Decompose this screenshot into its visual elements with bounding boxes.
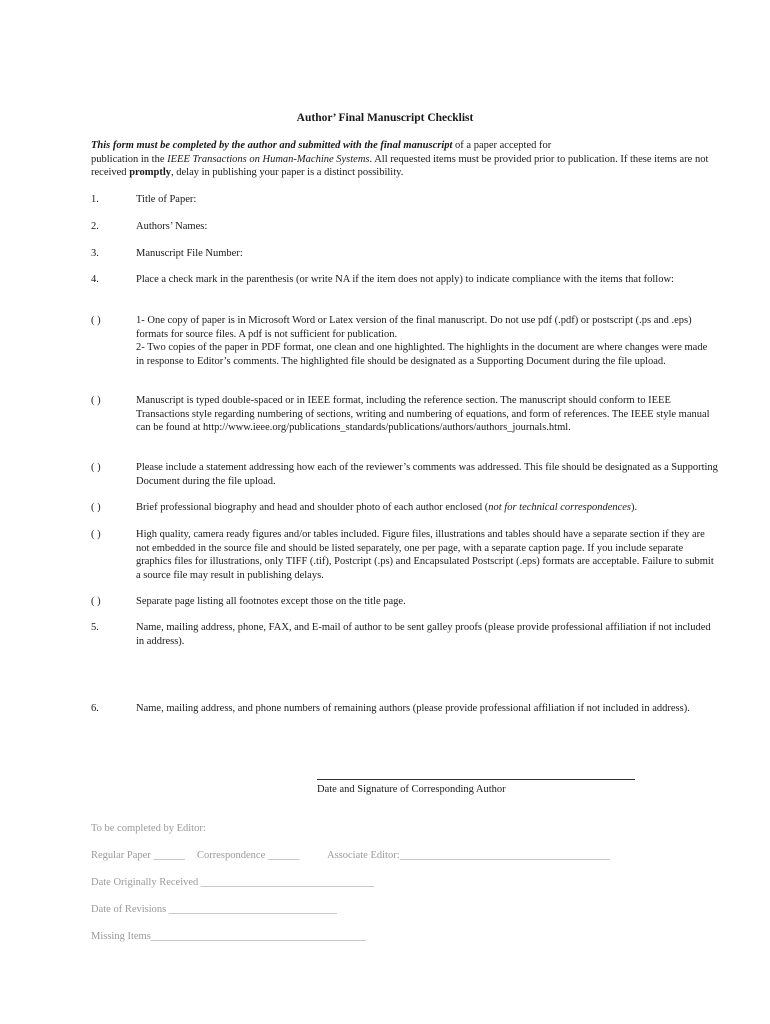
checklist-source-files bbox=[91, 314, 721, 368]
item-galley-proofs-author bbox=[91, 621, 721, 648]
item-number: 3. bbox=[91, 248, 99, 259]
editor-associate-editor[interactable]: Associate Editor:________________________________________ bbox=[327, 850, 610, 861]
item-text: High quality, camera ready figures and/or tables included. Figure files, illustrations and tables should have a separate section if they are not embedded in the source file and should be listed separately, one per page, with a separate caption page. If you include separate graphics files for illustrations, only TIFF (.tif), Postcript (.ps) and Encapsulated Postscript (.eps) formats are acceptable. Failure to submit a source file may result in publishing delays. bbox=[136, 529, 714, 581]
check-parenthesis[interactable]: ( ) bbox=[91, 502, 101, 513]
item-text: Place a check mark in the parenthesis (or write NA if the item does not apply) to indicate compliance with the items that follow: bbox=[136, 274, 674, 285]
check-parenthesis[interactable]: ( ) bbox=[91, 596, 101, 607]
editor-missing-items[interactable]: Missing Items_________________________________________ bbox=[91, 931, 367, 942]
intro-text-1: of a paper accepted for bbox=[452, 140, 552, 151]
journal-name: IEEE Transactions on Human-Machine Systems bbox=[167, 153, 370, 165]
item-text: Manuscript File Number: bbox=[136, 248, 243, 259]
intro-text-3: . All requested items must be provided prior to publication. If these items are not received bbox=[91, 153, 709, 178]
check-parenthesis[interactable]: ( ) bbox=[91, 395, 101, 406]
item-remaining-authors bbox=[91, 702, 721, 716]
signature-label: Date and Signature of Corresponding Author bbox=[317, 784, 506, 795]
check-parenthesis[interactable]: ( ) bbox=[91, 462, 101, 473]
item-text: Manuscript is typed double-spaced or in IEEE format, including the reference section. The manuscript should conform to IEEE Transactions style regarding numbering of sections, writing and numbering of equations, and form of references. The IEEE style manual can be found at http://www.ieee.org/publications_standards/publications/authors/authors_journals.html. bbox=[136, 395, 710, 433]
editor-date-revisions[interactable]: Date of Revisions ________________________________ bbox=[91, 904, 337, 915]
intro-text-4: , delay in publishing your paper is a distinct possibility. bbox=[171, 167, 404, 178]
item-number: 1. bbox=[91, 194, 99, 205]
checklist-reviewer-statement bbox=[91, 461, 721, 488]
item-check-instructions bbox=[91, 273, 721, 287]
item-manuscript-number bbox=[91, 247, 721, 261]
signature-line[interactable] bbox=[317, 779, 635, 780]
checklist-biography bbox=[91, 501, 721, 515]
item-number: 4. bbox=[91, 274, 99, 285]
item-text-a: Brief professional biography and head and shoulder photo of each author enclosed ( bbox=[136, 502, 489, 513]
item-text bbox=[136, 501, 718, 515]
item-text bbox=[136, 314, 718, 368]
editor-date-received[interactable]: Date Originally Received _________________________________ bbox=[91, 877, 375, 888]
checklist-figures bbox=[91, 528, 721, 582]
item-text: Name, mailing address, phone, FAX, and E-mail of author to be sent galley proofs (please provide professional affiliation if not included in address). bbox=[136, 622, 711, 647]
item-number: 2. bbox=[91, 221, 99, 232]
checklist-manuscript-format bbox=[91, 394, 721, 435]
check-parenthesis[interactable]: ( ) bbox=[91, 315, 101, 326]
item-text-line-2: 2- Two copies of the paper in PDF format, one clean and one highlighted. The highlights in the document are where changes were made in response to Editor’s comments. The highlighted file should be designated as a Supporting Document during the file upload. bbox=[136, 342, 708, 367]
editor-heading: To be completed by Editor: bbox=[91, 823, 206, 834]
item-text: Name, mailing address, and phone numbers of remaining authors (please provide professional affiliation if not included in address). bbox=[136, 703, 690, 714]
item-text: Authors’ Names: bbox=[136, 221, 208, 232]
intro-paragraph bbox=[91, 139, 721, 180]
editor-regular-paper[interactable]: Regular Paper ______ bbox=[91, 850, 185, 861]
checklist-footnotes bbox=[91, 595, 721, 609]
intro-text-2: publication in the bbox=[91, 153, 168, 165]
item-title-of-paper bbox=[91, 193, 721, 207]
check-parenthesis[interactable]: ( ) bbox=[91, 529, 101, 540]
item-text: Title of Paper: bbox=[136, 194, 197, 205]
item-text: Please include a statement addressing how each of the reviewer’s comments was addressed. This file should be designated as a Supporting Document during the file upload. bbox=[136, 462, 718, 487]
item-number: 5. bbox=[91, 622, 99, 633]
intro-lead: This form must be completed by the author and submitted with the final manuscript bbox=[91, 140, 453, 151]
item-text-line-1: 1- One copy of paper is in Microsoft Word or Latex version of the final manuscript. Do not use pdf (.pdf) or postscript (.ps and .eps) formats for source files. A pdf is not sufficient for publication. bbox=[136, 315, 692, 340]
item-text: Separate page listing all footnotes except those on the title page. bbox=[136, 596, 406, 607]
item-text-b: ). bbox=[631, 502, 638, 513]
item-authors-names bbox=[91, 220, 721, 234]
intro-emphasis: promptly bbox=[129, 167, 171, 178]
editor-correspondence[interactable]: Correspondence ______ bbox=[197, 850, 300, 861]
document-title: Author’ Final Manuscript Checklist bbox=[296, 112, 474, 124]
item-text-emphasis: not for technical correspondences bbox=[488, 502, 632, 513]
item-number: 6. bbox=[91, 703, 99, 714]
